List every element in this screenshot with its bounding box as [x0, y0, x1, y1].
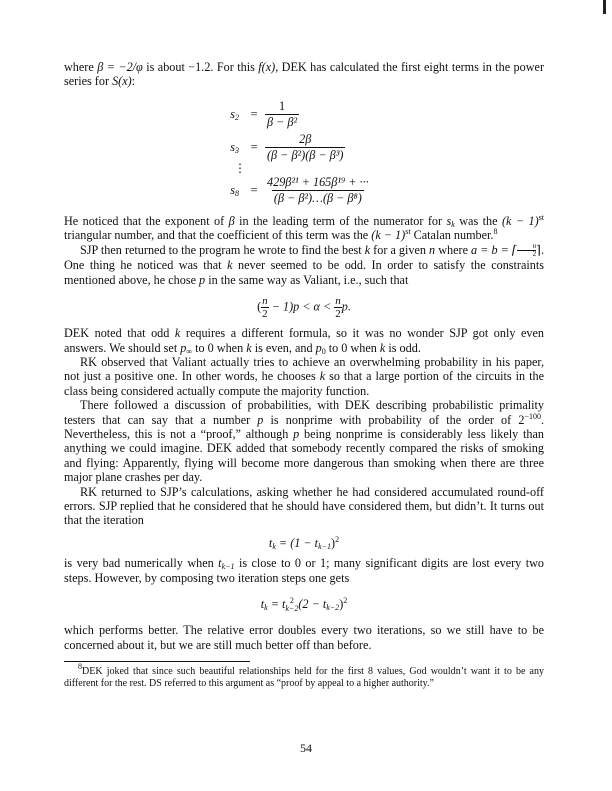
math: k [174, 326, 181, 341]
math: β [228, 213, 235, 228]
denominator: β − β² [267, 114, 298, 129]
ceil-fraction [517, 243, 537, 258]
math: s [446, 213, 452, 228]
numerator: n [517, 243, 537, 251]
eq-symbol: s [230, 140, 235, 155]
text: is odd. [385, 340, 421, 355]
footnote-marker: 8 [78, 662, 82, 672]
paragraph-relative-error [64, 623, 544, 652]
math: p [257, 412, 264, 427]
footnote-rule [64, 661, 250, 662]
math-fx: f(x) [258, 60, 276, 74]
equation-inequality [64, 295, 544, 320]
math: = t [267, 597, 286, 612]
eq-lhs [64, 183, 243, 197]
text: to 0 when [192, 340, 247, 355]
math: (k − 1) [371, 228, 406, 243]
ordinal-sup: st [405, 227, 411, 237]
eq-subscript: 2 [235, 113, 239, 123]
text: SJP then returned to the program he wrote to find the best [80, 242, 365, 257]
footnote-text-block [64, 662, 544, 690]
page-body [64, 60, 544, 690]
eq-equals: = [250, 140, 258, 155]
scan-edge-mark [603, 0, 606, 14]
eq-symbol: s [230, 183, 235, 198]
math-exponent: 2 [343, 596, 348, 606]
fraction [261, 295, 269, 320]
math: ⌉ [536, 242, 541, 257]
math: p. [341, 299, 351, 314]
denominator: 2 [532, 250, 537, 259]
eq-symbol: s [230, 107, 235, 122]
text: is nonprime with probability of the order of 2 [263, 412, 525, 427]
equation-s8 [64, 175, 544, 206]
text: Catalan number. [410, 228, 494, 243]
eq-lhs [64, 107, 243, 121]
math-subscript: k [264, 603, 268, 613]
math: t [268, 535, 273, 550]
text: to 0 when [325, 340, 380, 355]
math-subscript: k−1 [318, 541, 332, 551]
text: triangular number, and that the coefficient of this term was the [64, 228, 372, 243]
numerator: 1 [279, 98, 286, 113]
paragraph-roundoff [64, 485, 544, 528]
math: k [319, 369, 326, 384]
text: He noticed that the exponent of [64, 213, 229, 228]
text: where [64, 60, 98, 74]
paragraph-exponent-observation [64, 214, 544, 243]
math: (k − 1) [501, 213, 539, 228]
math: = (1 − t [275, 535, 319, 550]
text: is about −1.2. For this [142, 60, 259, 74]
fraction [265, 175, 371, 206]
math-sx: S(x) [112, 74, 132, 89]
math: p [293, 426, 300, 441]
text: is close to 0 or 1; many significant digits are lost every two steps. However, by composing two iteration steps one gets [64, 556, 544, 585]
equation-s2 [64, 99, 544, 130]
math: p [180, 340, 187, 355]
eq-lhs [64, 140, 243, 154]
text: where [435, 242, 472, 257]
text: . Nevertheless, this is not a “proof,” although [64, 412, 544, 441]
paragraph-probabilities [64, 398, 544, 484]
denominator: 2 [335, 308, 341, 321]
text: . One thing he noticed was that [64, 242, 544, 273]
text: in the leading term of the numerator for [234, 213, 447, 228]
paragraph-sjp-program [64, 243, 544, 288]
math: k [364, 242, 371, 257]
numerator: n [262, 295, 268, 308]
math: ) [331, 535, 336, 550]
math-exponent: −100 [524, 411, 541, 421]
text: There followed a discussion of probabilities, with DEK describing probabilistic primality testers that can say that a number [64, 398, 544, 427]
ordinal-sup: st [538, 212, 544, 222]
numerator: 429β²¹ + 165β¹⁹ + ··· [267, 174, 369, 189]
paragraph-intro [64, 60, 544, 89]
footnote [64, 662, 544, 690]
math-subscript: k−2 [326, 603, 340, 613]
math-subscript: k−1 [221, 562, 235, 572]
power-series-equations [64, 99, 544, 206]
math-subscript: k [272, 541, 276, 551]
text: never seemed to be odd. In order to satisfy the constraints mentioned above, he chose [64, 258, 544, 287]
math-exponent: 2 [289, 596, 294, 606]
numerator: n [335, 295, 341, 308]
eq-subscript: 8 [235, 189, 239, 199]
math: p [315, 340, 322, 355]
equation-iteration-2 [64, 597, 544, 613]
math-subscript: k [451, 219, 455, 229]
footnote-text: DEK joked that since such beautiful relationships held for the first 8 values, God wouldn’t want it to be any different for the rest. DS referred to this argument as “proof by appeal to a higher authority.” [64, 666, 544, 690]
text: RK observed that Valiant actually tries to achieve an overwhelming probability in his paper, not just a positive one. In other words, he chooses [64, 354, 544, 384]
denominator: (β − β²)…(β − β⁸) [273, 190, 362, 205]
fraction [334, 295, 342, 320]
math-subscript: 0 [321, 346, 326, 356]
text: in the same way as Valiant, i.e., such that [205, 272, 409, 287]
math: t [218, 556, 222, 571]
eq-equals: = [250, 107, 258, 122]
eq-subscript: 3 [235, 146, 239, 156]
text: , DEK has calculated the first eight terms in the power series for [64, 60, 544, 89]
math: (2 − t [298, 597, 327, 612]
denominator: (β − β²)(β − β³) [267, 147, 344, 162]
vertical-ellipsis: ⋮ [234, 160, 246, 175]
text: for a given [370, 242, 430, 257]
page-number: 54 [300, 741, 312, 755]
math: k [246, 340, 252, 355]
eq-equals: = [250, 183, 258, 198]
equation-iteration-1 [64, 536, 544, 550]
math: − 1)p < α < [268, 299, 335, 314]
math: n [429, 242, 436, 257]
paragraph-odd-k [64, 326, 544, 355]
text: so that a large portion of the circuits in the class being considered actually compute the majority function. [64, 369, 544, 398]
math: k [379, 340, 386, 355]
math-beta-def: β = −2/φ [97, 60, 143, 74]
text: was the [454, 213, 502, 228]
footnote-marker[interactable]: 8 [493, 227, 498, 237]
math: p [199, 272, 206, 287]
math-exponent: 2 [335, 534, 340, 544]
paragraph-numerical [64, 556, 544, 585]
text: DEK noted that odd [64, 326, 175, 341]
text: is even, and [251, 340, 316, 355]
sup-sub-stack [285, 597, 298, 613]
math: k [227, 258, 233, 273]
fraction [265, 132, 345, 163]
math-subscript: ∞ [186, 346, 193, 356]
text: is very bad numerically when [64, 556, 219, 571]
numerator: 2β [299, 131, 312, 146]
math: a = b = ⌈ [471, 242, 517, 257]
text: RK returned to SJP’s calculations, asking whether he had considered accumulated round-off errors. SJP replied that he considered that he should have considered them, but didn’t. It turns out that the iteration [64, 484, 544, 528]
paragraph-valiant [64, 355, 544, 398]
math-subscript: k−2 [285, 604, 299, 614]
text: : [131, 74, 136, 89]
math: ) [339, 597, 344, 612]
fraction [265, 99, 299, 130]
text: being nonprime is considerably less likely than anything we could imagine. DEK added that somebody recently compared the risks of smoking and flying: Apparently, flying will become more dangerous than smoking when there are three major plane crashes per day. [64, 426, 544, 485]
text: requires a different formula, so it was no wonder SJP got only even answers. We should set [64, 326, 545, 355]
denominator: 2 [262, 308, 268, 321]
equation-s3 [64, 132, 544, 163]
math: ( [257, 299, 262, 314]
math: t [260, 597, 265, 612]
text: which performs better. The relative error doubles every two iterations, so we still have to be concerned about it, but we are still much better off than before. [64, 623, 544, 652]
